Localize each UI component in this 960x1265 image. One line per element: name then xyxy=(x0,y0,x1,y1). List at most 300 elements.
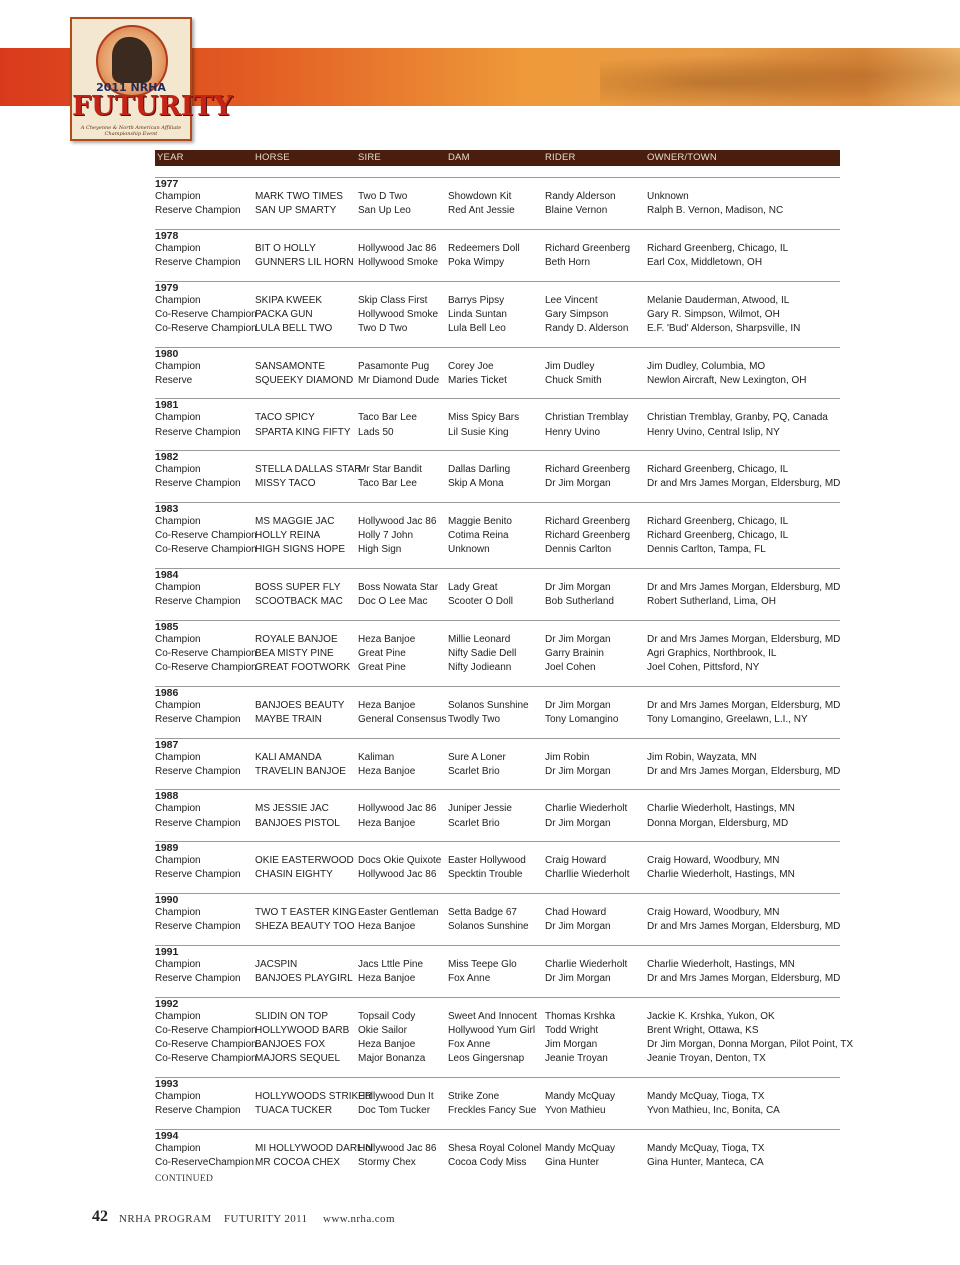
continued-note: CONTINUED xyxy=(155,1174,214,1184)
rider-cell: Jim Dudley xyxy=(545,360,595,372)
dam-cell: Scarlet Brio xyxy=(448,817,500,829)
horse-cell: SHEZA BEAUTY TOO xyxy=(255,921,355,933)
table-row xyxy=(155,1143,840,1157)
rider-cell: Christian Tremblay xyxy=(545,412,629,424)
table-row xyxy=(155,959,840,973)
award-cell: Champion xyxy=(155,1010,201,1022)
dam-cell: Solanos Sunshine xyxy=(448,921,529,933)
sire-cell: Hollywood Smoke xyxy=(358,256,439,268)
award-cell: Champion xyxy=(155,751,201,763)
owner-town-cell: Gina Hunter, Manteca, CA xyxy=(647,1156,764,1168)
dam-cell: Juniper Jessie xyxy=(448,803,512,815)
table-row xyxy=(155,869,840,883)
horse-cell: SANSAMONTE xyxy=(255,360,326,372)
rider-cell: Gina Hunter xyxy=(545,1156,599,1168)
table-row xyxy=(155,1157,840,1171)
rider-cell: Dr Jim Morgan xyxy=(545,921,611,933)
table-row xyxy=(155,855,840,869)
rider-cell: Jim Morgan xyxy=(545,1038,598,1050)
award-cell: Co-Reserve Champion xyxy=(155,1053,257,1065)
owner-town-cell: Jim Robin, Wayzata, MN xyxy=(647,751,757,763)
horse-cell: BANJOES FOX xyxy=(255,1038,326,1050)
group-divider xyxy=(155,945,840,946)
table-row xyxy=(155,921,840,935)
sire-cell: Hollywood Jac 86 xyxy=(358,803,437,815)
sire-cell: Heza Banjoe xyxy=(358,765,416,777)
dam-cell: Nifty Jodieann xyxy=(448,662,512,674)
table-row xyxy=(155,700,840,714)
group-divider xyxy=(155,229,840,230)
sire-cell: Pasamonte Pug xyxy=(358,360,430,372)
sire-cell: Easter Gentleman xyxy=(358,907,439,918)
owner-town-cell: Jackie K. Krshka, Yukon, OK xyxy=(647,1010,775,1022)
horse-cell: SKIPA KWEEK xyxy=(255,294,323,306)
award-cell: Co-Reserve Champion xyxy=(155,322,257,334)
award-cell: Champion xyxy=(155,191,201,202)
year-label: 1978 xyxy=(155,229,179,242)
group-divider xyxy=(155,841,840,842)
owner-town-cell: Mandy McQuay, Tioga, TX xyxy=(647,1090,765,1102)
rider-cell: Thomas Krshka xyxy=(545,1010,616,1022)
logo-wordmark: FUTURITY xyxy=(72,91,233,122)
horse-cell: OKIE EASTERWOOD xyxy=(255,855,354,867)
table-row xyxy=(155,257,840,271)
owner-town-cell: Robert Sutherland, Lima, OH xyxy=(647,596,776,608)
table-row xyxy=(155,648,840,662)
table-row xyxy=(155,427,840,441)
year-label: 1986 xyxy=(155,686,179,699)
table-row xyxy=(155,752,840,766)
owner-town-cell: Ralph B. Vernon, Madison, NC xyxy=(647,205,784,217)
year-label: 1993 xyxy=(155,1077,179,1090)
award-cell: Co-Reserve Champion xyxy=(155,544,257,556)
owner-town-cell: Melanie Dauderman, Atwood, IL xyxy=(647,294,790,306)
table-row xyxy=(155,243,840,257)
logo-year-text: 2011 NRHA xyxy=(96,81,166,94)
group-divider xyxy=(155,893,840,894)
award-cell: Co-Reserve Champion xyxy=(155,647,257,659)
owner-town-cell: Christian Tremblay, Granby, PQ, Canada xyxy=(647,412,828,424)
group-divider xyxy=(155,568,840,569)
rider-cell: Dennis Carlton xyxy=(545,544,612,556)
rider-cell: Mandy McQuay xyxy=(545,1090,616,1102)
table-row xyxy=(155,1053,840,1067)
table-row xyxy=(155,596,840,610)
owner-town-cell: Joel Cohen, Pittsford, NY xyxy=(647,662,760,674)
rider-cell: Garry Brainin xyxy=(545,647,604,659)
owner-town-cell: Earl Cox, Middletown, OH xyxy=(647,256,763,268)
table-row xyxy=(155,516,840,530)
rider-cell: Randy D. Alderson xyxy=(545,322,629,334)
sire-cell: Hollywood Dun It xyxy=(358,1090,434,1102)
dam-cell: Barrys Pipsy xyxy=(448,294,505,306)
sire-cell: San Up Leo xyxy=(358,205,411,217)
owner-town-cell: Dr and Mrs James Morgan, Eldersburg, MD xyxy=(647,921,841,933)
rider-cell: Charllie Wiederholt xyxy=(545,869,630,881)
sire-cell: General Consensus xyxy=(358,713,447,725)
page-number: 42 xyxy=(92,1208,108,1225)
rider-cell: Todd Wright xyxy=(545,1024,599,1036)
owner-town-cell: Brent Wright, Ottawa, KS xyxy=(647,1024,759,1036)
rider-cell: Beth Horn xyxy=(545,256,591,268)
table-row xyxy=(155,1038,854,1053)
dam-cell: Red Ant Jessie xyxy=(448,205,515,217)
year-label: 1992 xyxy=(155,997,179,1010)
award-cell: Champion xyxy=(155,958,201,970)
horse-cell: BEA MISTY PINE xyxy=(255,647,334,659)
horse-cell: BANJOES BEAUTY xyxy=(255,699,345,711)
award-cell: Reserve Champion xyxy=(155,596,241,608)
horse-cell: PACKA GUN xyxy=(255,308,313,320)
table-row xyxy=(155,323,840,337)
horse-cell: MS MAGGIE JAC xyxy=(255,516,335,527)
dam-cell: Setta Badge 67 xyxy=(448,907,517,918)
dam-cell: Leos Gingersnap xyxy=(448,1053,525,1065)
dam-cell: Linda Suntan xyxy=(448,308,507,320)
owner-town-cell: E.F. 'Bud' Alderson, Sharpsville, IN xyxy=(647,322,801,334)
sire-cell: Heza Banjoe xyxy=(358,633,416,645)
table-row xyxy=(155,205,840,219)
owner-town-cell: Charlie Wiederholt, Hastings, MN xyxy=(647,958,795,970)
award-cell: Reserve Champion xyxy=(155,972,241,984)
owner-town-cell: Agri Graphics, Northbrook, IL xyxy=(647,647,777,659)
dam-cell: Scooter O Doll xyxy=(448,596,514,608)
horse-cell: HOLLYWOODS STRIKER xyxy=(255,1090,373,1102)
sire-cell: Hollywood Jac 86 xyxy=(358,1142,437,1154)
rider-cell: Randy Alderson xyxy=(545,191,616,202)
group-divider xyxy=(155,686,840,687)
award-cell: Champion xyxy=(155,1142,201,1154)
group-divider xyxy=(155,738,840,739)
award-cell: Reserve Champion xyxy=(155,817,241,829)
dam-cell: Twodly Two xyxy=(448,713,501,725)
table-row xyxy=(155,544,840,558)
table-row xyxy=(155,478,840,492)
table-row xyxy=(155,1025,840,1039)
owner-town-cell: Richard Greenberg, Chicago, IL xyxy=(647,242,789,254)
group-divider xyxy=(155,281,840,282)
rider-cell: Dr Jim Morgan xyxy=(545,699,611,711)
horse-cell: BOSS SUPER FLY xyxy=(255,582,341,593)
horse-cell: MARK TWO TIMES xyxy=(255,191,343,202)
dam-cell: Cotima Reina xyxy=(448,530,509,542)
award-cell: Champion xyxy=(155,699,201,711)
award-cell: Reserve Champion xyxy=(155,256,241,268)
award-cell: Reserve Champion xyxy=(155,869,241,881)
award-cell: Champion xyxy=(155,855,201,867)
dam-cell: Easter Hollywood xyxy=(448,855,526,867)
owner-town-cell: Dr and Mrs James Morgan, Eldersburg, MD xyxy=(647,582,841,593)
horse-cell: TACO SPICY xyxy=(255,412,315,424)
owner-town-cell: Richard Greenberg, Chicago, IL xyxy=(647,530,789,542)
award-cell: Reserve Champion xyxy=(155,426,241,438)
horse-cell: HIGH SIGNS HOPE xyxy=(255,544,346,556)
horse-cell: HOLLY REINA xyxy=(255,530,321,542)
rider-cell: Dr Jim Morgan xyxy=(545,478,611,490)
year-label: 1979 xyxy=(155,281,179,294)
owner-town-cell: Dr Jim Morgan, Donna Morgan, Pilot Point, TX xyxy=(647,1038,854,1050)
owner-town-cell: Gary R. Simpson, Wilmot, OH xyxy=(647,308,780,320)
year-label: 1994 xyxy=(155,1129,179,1142)
award-cell: Champion xyxy=(155,412,201,424)
table-row xyxy=(155,766,840,780)
sire-cell: Stormy Chex xyxy=(358,1156,416,1168)
dam-cell: Solanos Sunshine xyxy=(448,699,529,711)
horse-cell: TWO T EASTER KING xyxy=(255,907,357,918)
award-cell: Champion xyxy=(155,1090,201,1102)
award-cell: Champion xyxy=(155,907,201,918)
horse-cell: CHASIN EIGHTY xyxy=(255,869,333,881)
group-divider xyxy=(155,1129,840,1130)
dam-cell: Sweet And Innocent xyxy=(448,1010,537,1022)
sire-cell: Hollywood Smoke xyxy=(358,308,439,320)
sire-cell: Mr Diamond Dude xyxy=(358,374,440,386)
horse-cell: ROYALE BANJOE xyxy=(255,633,338,645)
sire-cell: Topsail Cody xyxy=(358,1010,416,1022)
sire-cell: Heza Banjoe xyxy=(358,1038,416,1050)
rider-cell: Tony Lomangino xyxy=(545,713,619,725)
dam-cell: Showdown Kit xyxy=(448,191,512,202)
horse-cell: TUACA TUCKER xyxy=(255,1104,333,1116)
award-cell: Champion xyxy=(155,294,201,306)
footer-event: FUTURITY 2011 xyxy=(224,1213,308,1225)
award-cell: Reserve Champion xyxy=(155,205,241,217)
award-cell: Reserve Champion xyxy=(155,713,241,725)
table-header xyxy=(155,150,840,166)
rider-cell: Blaine Vernon xyxy=(545,205,608,217)
year-label: 1982 xyxy=(155,451,179,464)
dam-cell: Strike Zone xyxy=(448,1090,500,1102)
group-divider xyxy=(155,789,840,790)
owner-town-cell: Jim Dudley, Columbia, MO xyxy=(647,360,766,372)
group-divider xyxy=(155,347,840,348)
dam-cell: Sure A Loner xyxy=(448,751,506,763)
dam-cell: Unknown xyxy=(448,544,490,556)
dam-cell: Miss Spicy Bars xyxy=(448,412,520,424)
year-label: 1988 xyxy=(155,790,179,803)
dam-cell: Skip A Mona xyxy=(448,478,504,490)
table-row xyxy=(155,803,840,817)
rider-cell: Dr Jim Morgan xyxy=(545,582,611,593)
rider-cell: Richard Greenberg xyxy=(545,530,631,542)
rider-cell: Charlie Wiederholt xyxy=(545,803,628,815)
table-row xyxy=(155,1105,840,1119)
owner-town-cell: Newlon Aircraft, New Lexington, OH xyxy=(647,374,807,386)
horse-cell: LULA BELL TWO xyxy=(255,322,333,334)
sire-cell: Heza Banjoe xyxy=(358,699,416,711)
rider-cell: Richard Greenberg xyxy=(545,464,631,476)
dam-cell: Freckles Fancy Sue xyxy=(448,1104,537,1116)
dam-cell: Fox Anne xyxy=(448,1038,491,1050)
horse-cell: STELLA DALLAS STAR xyxy=(255,464,362,476)
dam-cell: Redeemers Doll xyxy=(448,242,520,254)
year-label: 1985 xyxy=(155,620,179,633)
horse-cell: JACSPIN xyxy=(255,958,298,970)
rider-cell: Craig Howard xyxy=(545,855,607,867)
rider-cell: Dr Jim Morgan xyxy=(545,633,611,645)
owner-town-cell: Dr and Mrs James Morgan, Eldersburg, MD xyxy=(647,699,841,711)
table-row xyxy=(155,361,840,375)
year-label: 1990 xyxy=(155,894,179,906)
owner-town-cell: Charlie Wiederholt, Hastings, MN xyxy=(647,803,795,815)
dam-cell: Lula Bell Leo xyxy=(448,322,506,334)
col-owner-town: OWNER/TOWN xyxy=(647,152,717,163)
horse-cell: MS JESSIE JAC xyxy=(255,803,329,815)
owner-town-cell: Donna Morgan, Eldersburg, MD xyxy=(647,817,789,829)
horse-cell: MR COCOA CHEX xyxy=(255,1156,341,1168)
award-cell: Champion xyxy=(155,803,201,815)
award-cell: Champion xyxy=(155,464,201,476)
dam-cell: Nifty Sadie Dell xyxy=(448,647,517,659)
horse-cell: SQUEEKY DIAMOND xyxy=(255,374,354,386)
col-sire: SIRE xyxy=(358,152,381,163)
year-label: 1987 xyxy=(155,738,179,751)
award-cell: Champion xyxy=(155,582,201,593)
award-cell: Champion xyxy=(155,633,201,645)
sire-cell: Taco Bar Lee xyxy=(358,412,417,424)
award-cell: Co-Reserve Champion xyxy=(155,662,257,674)
dam-cell: Dallas Darling xyxy=(448,464,511,476)
horse-cell: BANJOES PISTOL xyxy=(255,817,340,829)
horse-cell: SPARTA KING FIFTY xyxy=(255,426,351,438)
rider-cell: Dr Jim Morgan xyxy=(545,817,611,829)
table-row xyxy=(155,818,840,832)
sire-cell: Mr Star Bandit xyxy=(358,464,422,476)
rider-cell: Richard Greenberg xyxy=(545,242,631,254)
table-row xyxy=(155,295,840,309)
rider-cell: Bob Sutherland xyxy=(545,596,614,608)
sire-cell: Doc O Lee Mac xyxy=(358,596,428,608)
table-row xyxy=(155,375,840,389)
rider-cell: Lee Vincent xyxy=(545,294,598,306)
award-cell: Co-Reserve Champion xyxy=(155,1038,257,1050)
logo-tagline: A Cheyenne & North American Affiliate Championship Event xyxy=(80,125,182,137)
footer-program: NRHA PROGRAM xyxy=(119,1213,212,1225)
sire-cell: Holly 7 John xyxy=(358,530,414,542)
award-cell: Co-ReserveChampion xyxy=(155,1156,254,1168)
sire-cell: Hollywood Jac 86 xyxy=(358,869,437,881)
dam-cell: Hollywood Yum Girl xyxy=(448,1024,536,1036)
owner-town-cell: Henry Uvino, Central Islip, NY xyxy=(647,426,780,438)
sire-cell: Doc Tom Tucker xyxy=(358,1104,431,1116)
table-row xyxy=(155,662,840,676)
group-divider xyxy=(155,997,840,998)
horse-cell: BIT O HOLLY xyxy=(255,242,316,254)
year-label: 1991 xyxy=(155,945,179,958)
year-label: 1977 xyxy=(155,178,179,190)
sire-cell: Great Pine xyxy=(358,647,406,659)
sire-cell: Heza Banjoe xyxy=(358,921,416,933)
sire-cell: Okie Sailor xyxy=(358,1024,407,1036)
owner-town-cell: Dr and Mrs James Morgan, Eldersburg, MD xyxy=(647,633,841,645)
award-cell: Champion xyxy=(155,242,201,254)
horse-cell: MAYBE TRAIN xyxy=(255,713,322,725)
sire-cell: Great Pine xyxy=(358,662,406,674)
year-label: 1989 xyxy=(155,842,179,855)
sire-cell: Jacs Lttle Pine xyxy=(358,958,424,970)
rider-cell: Dr Jim Morgan xyxy=(545,765,611,777)
horse-cell: MAJORS SEQUEL xyxy=(255,1053,341,1065)
sire-cell: Boss Nowata Star xyxy=(358,582,439,593)
owner-town-cell: Charlie Wiederholt, Hastings, MN xyxy=(647,869,795,881)
rider-cell: Jeanie Troyan xyxy=(545,1053,608,1065)
award-cell: Reserve Champion xyxy=(155,921,241,933)
group-divider xyxy=(155,1077,840,1078)
sire-cell: Hollywood Jac 86 xyxy=(358,516,437,527)
sire-cell: Lads 50 xyxy=(358,426,394,438)
group-divider xyxy=(155,177,840,178)
sire-cell: Hollywood Jac 86 xyxy=(358,242,437,254)
owner-town-cell: Mandy McQuay, Tioga, TX xyxy=(647,1142,765,1154)
sire-cell: High Sign xyxy=(358,544,402,556)
dam-cell: Miss Teepe Glo xyxy=(448,958,517,970)
award-cell: Reserve Champion xyxy=(155,1104,241,1116)
group-divider xyxy=(155,502,840,503)
group-divider xyxy=(155,398,840,399)
sire-cell: Taco Bar Lee xyxy=(358,478,417,490)
owner-town-cell: Dr and Mrs James Morgan, Eldersburg, MD xyxy=(647,972,841,984)
group-divider xyxy=(155,450,840,451)
horse-cell: MI HOLLYWOOD DARLIN xyxy=(255,1142,373,1154)
owner-town-cell: Dr and Mrs James Morgan, Eldersburg, MD xyxy=(647,478,841,490)
owner-town-cell: Jeanie Troyan, Denton, TX xyxy=(647,1053,766,1065)
futurity-logo xyxy=(70,17,233,141)
table-row xyxy=(155,714,840,728)
horse-cell: SLIDIN ON TOP xyxy=(255,1010,328,1022)
table-row xyxy=(155,1091,840,1105)
year-label: 1984 xyxy=(155,569,179,581)
dam-cell: Fox Anne xyxy=(448,972,491,984)
footer-url: www.nrha.com xyxy=(323,1213,395,1225)
table-row xyxy=(155,309,840,323)
col-horse: HORSE xyxy=(255,152,290,163)
dam-cell: Cocoa Cody Miss xyxy=(448,1156,527,1168)
horse-cell: MISSY TACO xyxy=(255,478,316,490)
rider-cell: Jim Robin xyxy=(545,751,590,763)
dam-cell: Poka Wimpy xyxy=(448,256,505,268)
year-label: 1980 xyxy=(155,347,179,360)
table-row xyxy=(155,412,840,426)
sire-cell: Heza Banjoe xyxy=(358,972,416,984)
award-cell: Co-Reserve Champion xyxy=(155,1024,257,1036)
sire-cell: Kaliman xyxy=(358,751,395,763)
sire-cell: Two D Two xyxy=(358,322,408,334)
owner-town-cell: Unknown xyxy=(647,191,689,202)
rider-cell: Joel Cohen xyxy=(545,662,596,674)
table-row xyxy=(155,191,840,205)
table-row xyxy=(155,582,840,596)
col-dam: DAM xyxy=(448,152,470,163)
dam-cell: Shesa Royal Colonel xyxy=(448,1142,542,1154)
owner-town-cell: Yvon Mathieu, Inc, Bonita, CA xyxy=(647,1104,780,1116)
rider-cell: Gary Simpson xyxy=(545,308,609,320)
table-row xyxy=(155,1011,840,1025)
horse-cell: SAN UP SMARTY xyxy=(255,205,337,217)
owner-town-cell: Richard Greenberg, Chicago, IL xyxy=(647,516,789,527)
award-cell: Reserve Champion xyxy=(155,478,241,490)
dam-cell: Specktin Trouble xyxy=(448,869,523,881)
table-row xyxy=(155,907,840,921)
dam-cell: Millie Leonard xyxy=(448,633,511,645)
horse-cell: HOLLYWOOD BARB xyxy=(255,1024,350,1036)
owner-town-cell: Tony Lomangino, Greelawn, L.I., NY xyxy=(647,713,808,725)
rider-cell: Chuck Smith xyxy=(545,374,602,386)
owner-town-cell: Richard Greenberg, Chicago, IL xyxy=(647,464,789,476)
award-cell: Champion xyxy=(155,516,201,527)
table-row xyxy=(155,634,840,648)
rider-cell: Dr Jim Morgan xyxy=(545,972,611,984)
year-label: 1981 xyxy=(155,399,179,412)
